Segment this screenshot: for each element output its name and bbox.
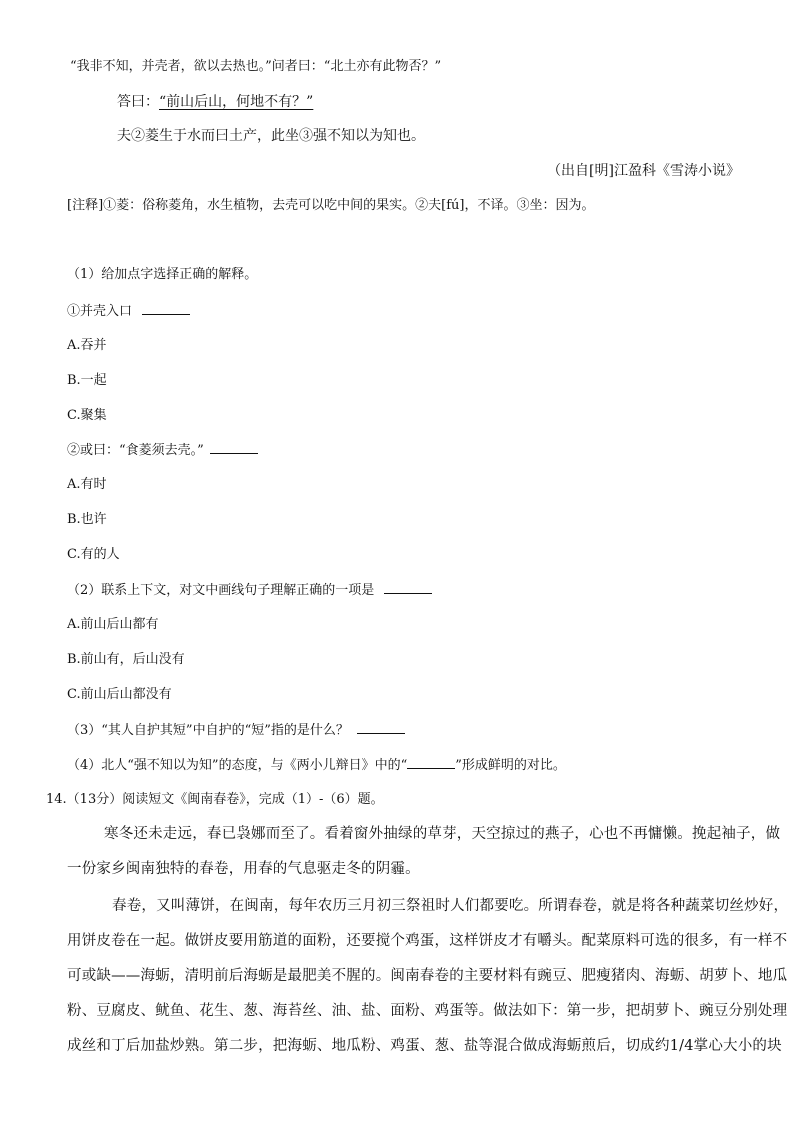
article-para-2-line-5: 成丝和丁后加盐炒熟。第二步，把海蛎、地瓜粉、鸡蛋、葱、盐等混合做成海蛎煎后，切成约1/4掌心大小的块: [67, 1038, 782, 1054]
option-b: B.前山有，后山没有: [67, 652, 185, 667]
q2-title-text: （2）联系上下文，对文中画线句子理解正确的一项是: [67, 583, 375, 598]
answer-blank[interactable]: [357, 719, 405, 734]
article-para-1-line-2: 一份家乡闽南独特的春卷，用春的气息驱走冬的阴霾。: [67, 861, 420, 877]
option-a: A.前山后山都有: [67, 617, 159, 632]
q2-title: [67, 579, 432, 602]
q3-text: （3）“其人自护其短”中自护的“短”指的是什么？: [67, 723, 349, 738]
article-para-2-line-4: 粉、豆腐皮、鱿鱼、花生、葱、海苔丝、油、盐、面粉、鸡蛋等。做法如下：第一步，把胡萝卜、豌豆分别处理: [67, 1003, 788, 1019]
q1-item-2-text: ②或曰：“食菱须去壳。”: [67, 443, 204, 458]
option-a: A.有时: [67, 477, 107, 492]
q1-item-2: [67, 439, 258, 462]
underlined-sentence: “前山后山，何地不有？”: [159, 94, 314, 110]
answer-blank[interactable]: [142, 300, 190, 315]
option-b: B.也许: [67, 512, 107, 527]
option-c: C.聚集: [67, 408, 107, 423]
passage-line-1: “我非不知，并壳者，欲以去热也。”问者曰：“北土亦有此物否？”: [70, 59, 442, 74]
option-b: B.一起: [67, 373, 107, 388]
option-a: A.吞并: [67, 338, 107, 353]
q4-suffix: ”形成鲜明的对比。: [455, 758, 566, 773]
q4-prefix: （4）北人“强不知以为知”的态度，与《两小儿辩日》中的“: [67, 758, 408, 773]
answer-blank[interactable]: [384, 579, 432, 594]
passage-line-2: [117, 91, 313, 113]
option-c: C.前山后山都没有: [67, 687, 172, 702]
q1-title: （1）给加点字选择正确的解释。: [67, 267, 258, 282]
option-c: C.有的人: [67, 547, 120, 562]
q1-item-1-text: ①并壳入口: [67, 304, 133, 319]
q4: [67, 754, 566, 777]
passage-line-2-prefix: 答曰：: [117, 94, 159, 110]
article-para-2-line-1: 春卷，又叫薄饼，在闽南，每年农历三月初三祭祖时人们都要吃。所谓春卷，就是将各种蔬菜切丝炒好，: [112, 898, 789, 914]
article-para-2-line-3: 可或缺——海蛎，清明前后海蛎是最肥美不腥的。闽南春卷的主要材料有豌豆、肥瘦猪肉、海蛎、胡萝卜、地瓜: [67, 968, 788, 984]
passage-source: （出自[明]江盈科《雪涛小说》: [547, 163, 740, 179]
passage-notes: [注释]①菱：俗称菱角，水生植物，去壳可以吃中间的果实。②夫[fú]，不译。③坐：因为。: [67, 198, 595, 213]
q1-item-1: [67, 300, 190, 323]
answer-blank[interactable]: [407, 754, 455, 769]
passage-line-3: 夫②菱生于水而曰土产，此坐③强不知以为知也。: [117, 128, 425, 144]
q3: [67, 719, 405, 742]
answer-blank[interactable]: [210, 439, 258, 454]
q14-heading: 14.（13分）阅读短文《闽南春卷》，完成（1）-（6）题。: [46, 792, 384, 807]
article-para-1-line-1: 寒冬还未走远，春已袅娜而至了。看着窗外抽绿的草芽，天空掠过的燕子，心也不再慵懒。挽起袖子，做: [104, 826, 781, 842]
article-para-2-line-2: 用饼皮卷在一起。做饼皮要用筋道的面粉，还要搅个鸡蛋，这样饼皮才有嚼头。配菜原料可选的很多，有一样不: [67, 933, 788, 949]
